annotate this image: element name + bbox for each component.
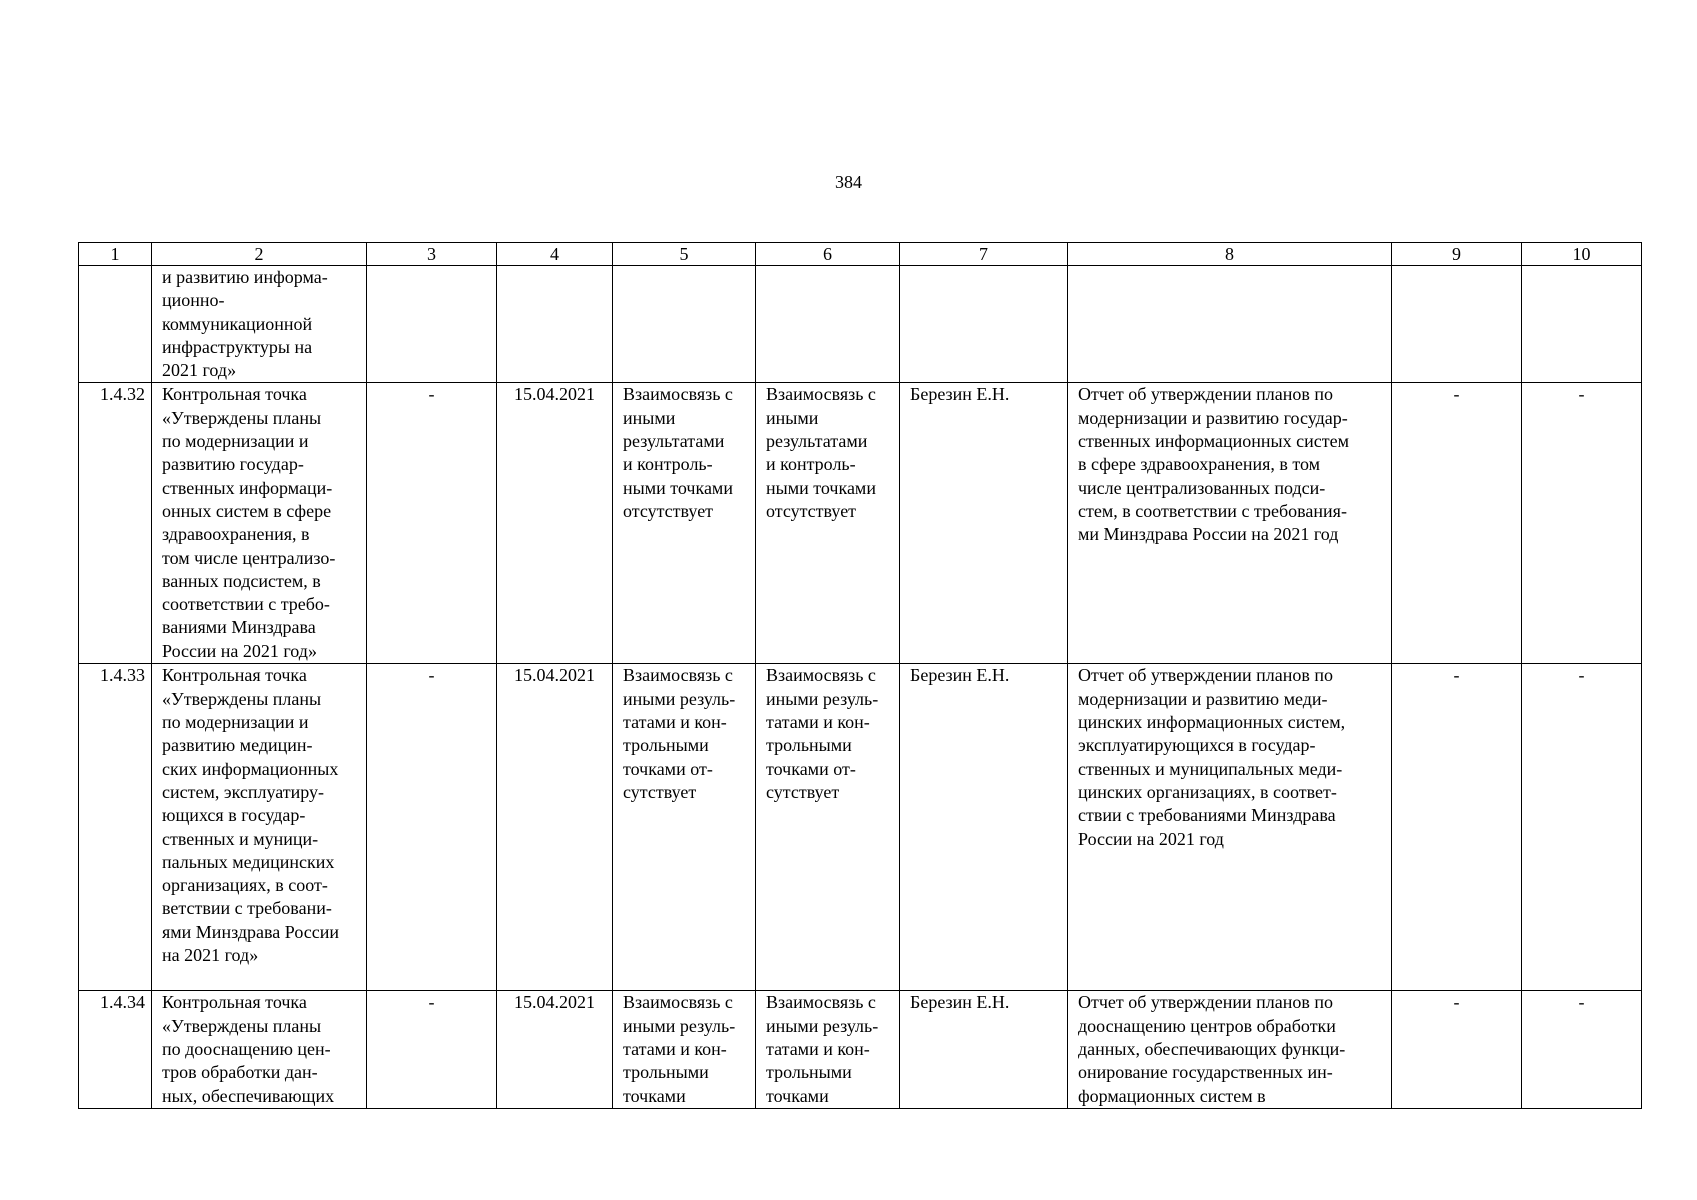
text-line: организациях, в соот- <box>162 875 328 896</box>
col9-cell: - <box>1392 991 1522 1109</box>
text-line: татами и кон- <box>766 1039 870 1060</box>
header-cell-1: 1 <box>79 243 152 266</box>
col9-cell <box>1392 266 1522 383</box>
result-cell <box>1068 266 1392 383</box>
text-line: иными <box>766 407 819 428</box>
text-line: ственных и муници- <box>162 828 319 849</box>
end-date-cell: 15.04.2021 <box>497 664 613 991</box>
responsible-cell: Березин Е.Н. <box>900 383 1068 664</box>
text-line: числе централизованных подси- <box>1078 477 1326 498</box>
text-line: ными точками <box>623 477 733 498</box>
text-line: и развитию информа- <box>162 267 328 287</box>
text-line: формационных систем в <box>1078 1085 1266 1106</box>
text-line: эксплуатирующихся в государ- <box>1078 735 1316 756</box>
text-line: ветствии с требовани- <box>162 898 332 919</box>
text-line: «Утверждены планы <box>162 688 322 709</box>
result-cell <box>1068 383 1392 664</box>
text-line: России на 2021 год» <box>162 640 317 661</box>
row-number: 1.4.34 <box>79 991 152 1109</box>
text-line: на 2021 год» <box>162 945 259 966</box>
text-line: систем, эксплуатиру- <box>162 781 325 802</box>
text-line: ми Минздрава России на 2021 год <box>1078 524 1339 545</box>
result-cell <box>1068 991 1392 1109</box>
text-line: ских информационных <box>162 758 339 779</box>
text-line: данных, обеспечивающих функци- <box>1078 1039 1346 1060</box>
text-line: ствии с требованиями Минздрава <box>1078 805 1336 826</box>
text-line: отсутствует <box>623 500 714 521</box>
table-row <box>79 266 1642 383</box>
text-line: точками <box>623 1085 686 1106</box>
text-line: иными резуль- <box>623 688 736 709</box>
end-date-cell <box>497 266 613 383</box>
header-cell-3: 3 <box>367 243 497 266</box>
header-cell-10: 10 <box>1522 243 1642 266</box>
text-line: Взаимосвязь с <box>766 384 876 405</box>
text-line: татами и кон- <box>623 712 727 733</box>
table-row <box>79 991 1642 1109</box>
text-line: Отчет об утверждении планов по <box>1078 384 1334 405</box>
table-header-row <box>79 243 1642 266</box>
text-line: том числе централизо- <box>162 547 336 568</box>
text-line: сутствует <box>623 781 697 802</box>
text-line: татами и кон- <box>623 1039 727 1060</box>
text-line: и контроль- <box>623 454 713 475</box>
table-row <box>79 664 1642 991</box>
start-date-cell <box>367 266 497 383</box>
text-line: иными резуль- <box>766 688 879 709</box>
text-line: ными точками <box>766 477 876 498</box>
col10-cell <box>1522 266 1642 383</box>
text-line: трольными <box>766 735 852 756</box>
text-line: ных, обеспечивающих <box>162 1085 335 1106</box>
text-line: ями Минздрава России <box>162 921 340 942</box>
header-cell-4: 4 <box>497 243 613 266</box>
event-name-cell <box>152 266 367 383</box>
text-line: ванных подсистем, в <box>162 570 321 591</box>
event-name-cell <box>152 383 367 664</box>
text-line: цинских организациях, в соответ- <box>1078 781 1337 802</box>
event-name-cell <box>152 991 367 1109</box>
text-line: трольными <box>623 1062 709 1083</box>
text-line: ющихся в государ- <box>162 805 306 826</box>
text-line: отсутствует <box>766 500 857 521</box>
responsible-cell <box>900 266 1068 383</box>
predecessor-cell <box>613 383 756 664</box>
start-date-cell: - <box>367 991 497 1109</box>
text-line: сутствует <box>766 781 840 802</box>
responsible-cell: Березин Е.Н. <box>900 664 1068 991</box>
col9-cell: - <box>1392 664 1522 991</box>
text-line: модернизации и развитию государ- <box>1078 407 1348 428</box>
page-number: 384 <box>835 172 862 192</box>
successor-cell <box>756 266 900 383</box>
col10-cell: - <box>1522 664 1642 991</box>
text-line: по дооснащению цен- <box>162 1039 331 1060</box>
text-line: России на 2021 год <box>1078 828 1224 849</box>
text-line: иными резуль- <box>766 1015 879 1036</box>
header-cell-5: 5 <box>613 243 756 266</box>
text-line: точками <box>766 1085 829 1106</box>
text-line: ственных информационных систем <box>1078 431 1349 452</box>
text-line: татами и кон- <box>766 712 870 733</box>
successor-cell <box>756 383 900 664</box>
text-line: иными <box>623 407 676 428</box>
text-line: коммуникационной <box>162 313 313 334</box>
text-line: онных систем в сфере <box>162 500 332 521</box>
text-line: дооснащению центров обработки <box>1078 1015 1336 1036</box>
header-cell-7: 7 <box>900 243 1068 266</box>
text-line: Взаимосвязь с <box>623 665 733 686</box>
col10-cell: - <box>1522 383 1642 664</box>
table-row <box>79 383 1642 664</box>
text-line: Взаимосвязь с <box>766 665 876 686</box>
text-line: в сфере здравоохранения, в том <box>1078 454 1321 475</box>
predecessor-cell <box>613 991 756 1109</box>
end-date-cell: 15.04.2021 <box>497 991 613 1109</box>
text-line: ционно- <box>162 290 225 311</box>
text-line: Взаимосвязь с <box>766 992 876 1013</box>
successor-cell <box>756 664 900 991</box>
text-line: здравоохранения, в <box>162 524 310 545</box>
text-line: «Утверждены планы <box>162 1015 322 1036</box>
predecessor-cell <box>613 266 756 383</box>
text-line: 2021 год» <box>162 360 237 381</box>
col10-cell: - <box>1522 991 1642 1109</box>
text-line: трольными <box>623 735 709 756</box>
text-line: развитию медицин- <box>162 735 313 756</box>
text-line: Контрольная точка <box>162 665 307 686</box>
header-cell-2: 2 <box>152 243 367 266</box>
text-line: по модернизации и <box>162 712 309 733</box>
header-cell-9: 9 <box>1392 243 1522 266</box>
text-line: пальных медицинских <box>162 851 335 872</box>
text-line: результатами <box>766 431 868 452</box>
row-number: 1.4.33 <box>79 664 152 991</box>
start-date-cell: - <box>367 383 497 664</box>
text-line: ственных и муниципальных меди- <box>1078 758 1343 779</box>
text-line: Отчет об утверждении планов по <box>1078 665 1334 686</box>
event-name-cell <box>152 664 367 991</box>
responsible-cell: Березин Е.Н. <box>900 991 1068 1109</box>
text-line: Контрольная точка <box>162 992 307 1013</box>
text-line: модернизации и развитию меди- <box>1078 688 1328 709</box>
text-line: развитию государ- <box>162 454 304 475</box>
text-line: ваниями Минздрава <box>162 617 316 638</box>
text-line: «Утверждены планы <box>162 407 322 428</box>
text-line: инфраструктуры на <box>162 336 313 357</box>
text-line: иными резуль- <box>623 1015 736 1036</box>
header-cell-8: 8 <box>1068 243 1392 266</box>
text-line: стем, в соответствии с требования- <box>1078 500 1347 521</box>
text-line: Отчет об утверждении планов по <box>1078 992 1334 1013</box>
text-line: по модернизации и <box>162 431 309 452</box>
text-line: Контрольная точка <box>162 384 307 405</box>
text-line: и контроль- <box>766 454 856 475</box>
text-line: результатами <box>623 431 725 452</box>
end-date-cell: 15.04.2021 <box>497 383 613 664</box>
text-line: тров обработки дан- <box>162 1062 318 1083</box>
text-line: точками от- <box>766 758 856 779</box>
text-line: ственных информаци- <box>162 477 333 498</box>
text-line: Взаимосвязь с <box>623 384 733 405</box>
row-number <box>79 266 152 383</box>
text-line: соответствии с требо- <box>162 594 330 615</box>
row-number: 1.4.32 <box>79 383 152 664</box>
text-line: цинских информационных систем, <box>1078 712 1346 733</box>
successor-cell <box>756 991 900 1109</box>
start-date-cell: - <box>367 664 497 991</box>
header-cell-6: 6 <box>756 243 900 266</box>
col9-cell: - <box>1392 383 1522 664</box>
text-line: онирование государственных ин- <box>1078 1062 1333 1083</box>
text-line: трольными <box>766 1062 852 1083</box>
plan-table <box>78 242 1642 1109</box>
text-line: точками от- <box>623 758 713 779</box>
predecessor-cell <box>613 664 756 991</box>
result-cell <box>1068 664 1392 991</box>
text-line: Взаимосвязь с <box>623 992 733 1013</box>
